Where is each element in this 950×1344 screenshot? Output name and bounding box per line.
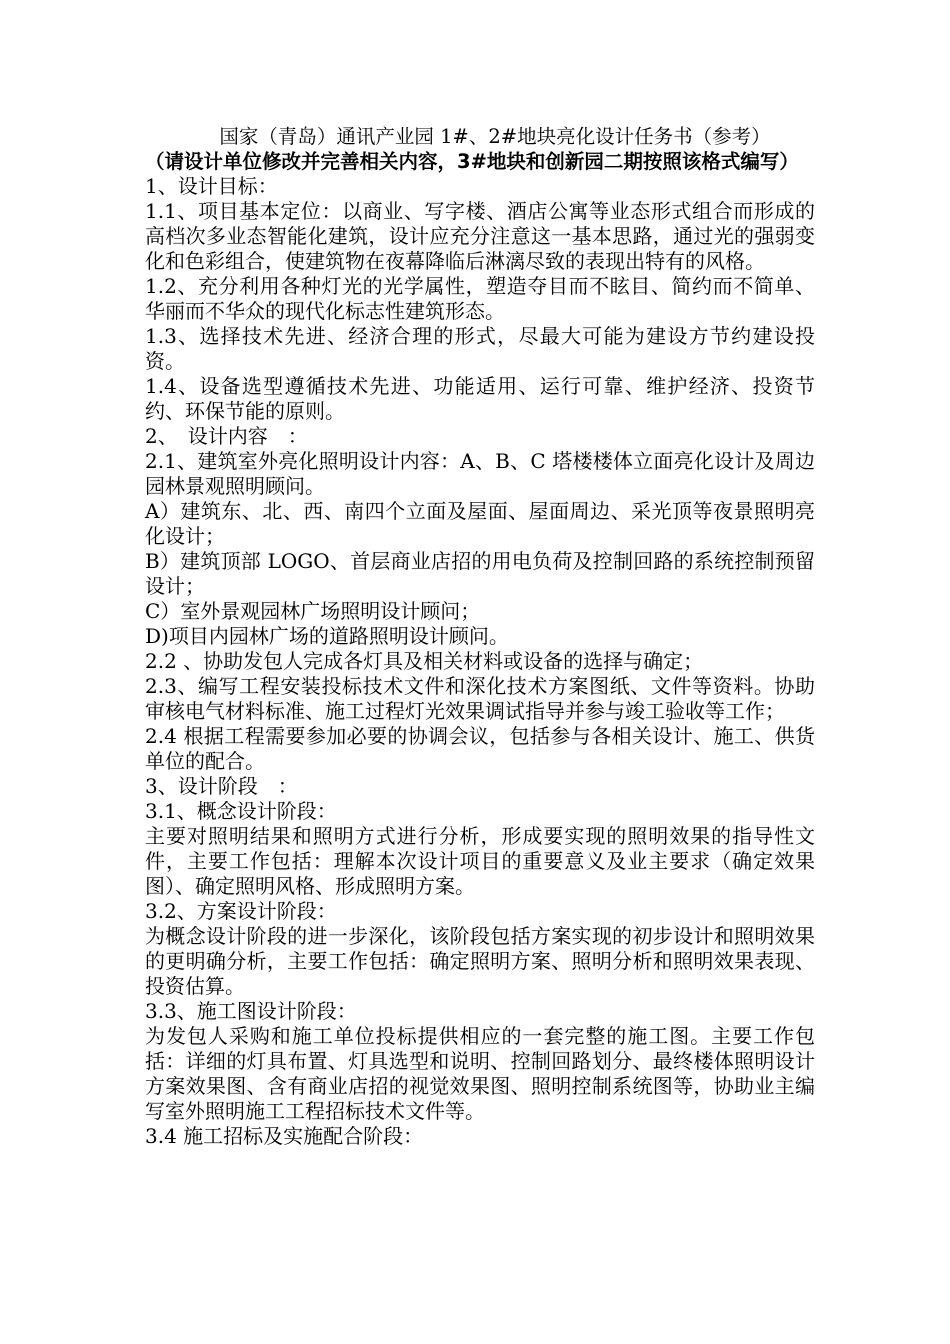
paragraph-2-1: 2.1、建筑室外亮化照明设计内容：A、B、C 塔楼楼体立面亮化设计及周边园林景观照明顾问。 (145, 449, 815, 498)
paragraph-1-4: 1.4、设备选型遵循技术先进、功能适用、运行可靠、维护经济、投资节约、环保节能的原则。 (145, 374, 815, 423)
paragraph-3-4-heading: 3.4 施工招标及实施配合阶段： (145, 1124, 424, 1148)
paragraph-2-2: 2.2 、协助发包人完成各灯具及相关材料或设备的选择与确定； (145, 649, 704, 673)
section-2-heading: 2、 设计内容 ： (145, 424, 308, 448)
paragraph-3-3-body: 为发包人采购和施工单位投标提供相应的一套完整的施工图。主要工作包括：详细的灯具布置、灯具选型和说明、控制回路划分、最终楼体照明设计方案效果图、含有商业店招的视觉效果图、照明控制系统图等，协助业主编写室外照明施工工程招标技术文件等。 (145, 1024, 815, 1123)
paragraph-1-1: 1.1、项目基本定位：以商业、写字楼、酒店公寓等业态形式组合而形成的高档次多业态智能化建筑，设计应充分注意这一基本思路，通过光的强弱变化和色彩组合，使建筑物在夜幕降临后淋漓尽致的表现出特有的风格。 (145, 199, 815, 273)
section-3-heading: 3、设计阶段 ： (145, 774, 298, 798)
paragraph-1-2: 1.2、充分利用各种灯光的光学属性，塑造夺目而不眩目、简约而不简单、华丽而不华众的现代化标志性建筑形态。 (145, 274, 815, 323)
paragraph-3-2-body: 为概念设计阶段的进一步深化，该阶段包括方案实现的初步设计和照明效果的更明确分析，主要工作包括：确定照明方案、照明分析和照明效果表现、投资估算。 (145, 924, 815, 998)
paragraph-3-3-heading: 3.3、施工图设计阶段： (145, 999, 357, 1023)
paragraph-2-1-b: B）建筑顶部 LOGO、首层商业店招的用电负荷及控制回路的系统控制预留设计； (145, 549, 815, 598)
section-1-heading: 1、设计目标： (145, 174, 278, 198)
document-note: （请设计单位修改并完善相关内容，3#地块和创新园二期按照该格式编写） (145, 150, 799, 173)
paragraph-3-1-body: 主要对照明结果和照明方式进行分析，形成要实现的照明效果的指导性文件，主要工作包括：理解本次设计项目的重要意义及业主要求（确定效果图）、确定照明风格、形成照明方案。 (145, 824, 815, 898)
paragraph-2-1-a: A）建筑东、北、西、南四个立面及屋面、屋面周边、采光顶等夜景照明亮化设计； (145, 499, 815, 548)
paragraph-3-1-heading: 3.1、概念设计阶段： (145, 799, 337, 823)
paragraph-3-2-heading: 3.2、方案设计阶段： (145, 899, 337, 923)
paragraph-2-3: 2.3、编写工程安装投标技术文件和深化技术方案图纸、文件等资料。协助审核电气材料标准、施工过程灯光效果调试指导并参与竣工验收等工作； (145, 674, 815, 723)
paragraph-2-1-d: D)项目内园林广场的道路照明设计顾问。 (145, 624, 509, 648)
paragraph-2-1-c: C）室外景观园林广场照明设计顾问； (145, 599, 481, 623)
document-page (145, 124, 815, 1149)
paragraph-2-4: 2.4 根据工程需要参加必要的协调会议，包括参与各相关设计、施工、供货单位的配合。 (145, 724, 815, 773)
paragraph-1-3: 1.3、选择技术先进、经济合理的形式，尽最大可能为建设方节约建设投资。 (145, 324, 815, 373)
document-title: 国家（青岛）通讯产业园 1#、2#地块亮化设计任务书（参考） (219, 125, 771, 148)
